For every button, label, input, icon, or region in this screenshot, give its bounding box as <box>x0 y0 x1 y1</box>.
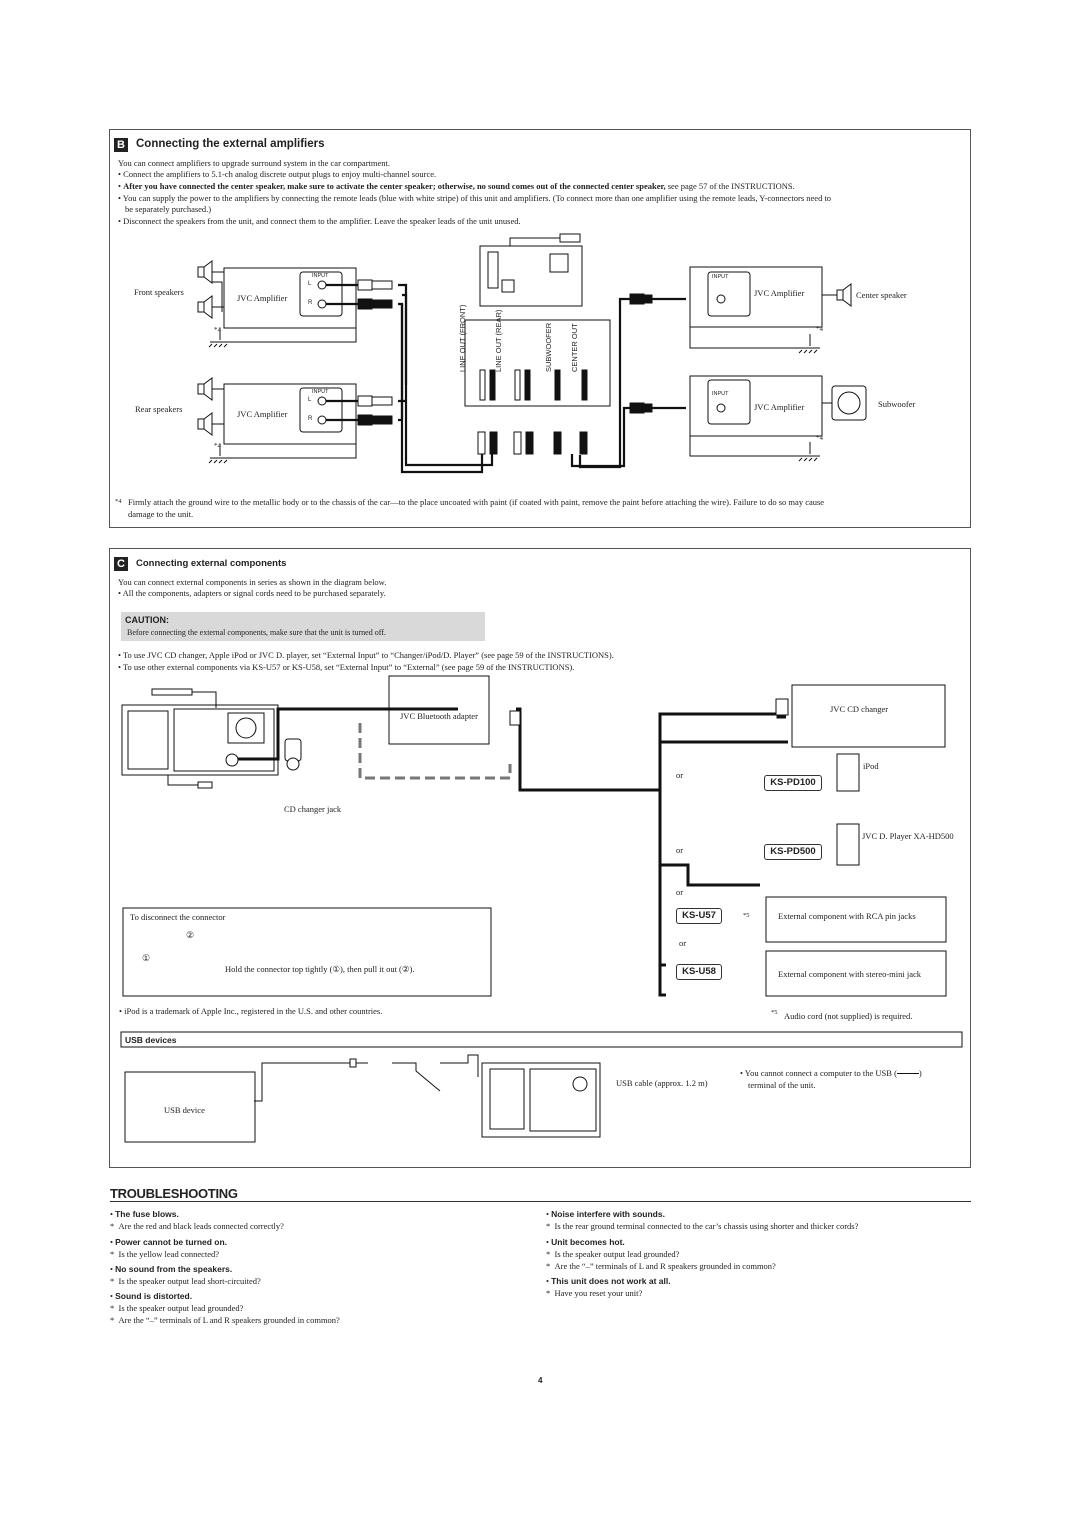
rear-amp-l-label: L <box>308 397 312 403</box>
ts-question: No sound from the speakers. <box>115 1264 233 1274</box>
ts-item <box>110 1249 219 1261</box>
ts-item <box>546 1276 671 1288</box>
section-b-title: Connecting the external amplifiers <box>136 138 325 150</box>
ts-bullet: • <box>546 1237 549 1247</box>
cd-changer-label: JVC CD changer <box>830 704 889 714</box>
center-ground-note: *4 <box>816 325 823 333</box>
line-out-rear-label: LINE OUT (REAR) <box>494 309 503 372</box>
ts-answer: Is the rear ground terminal connected to the car’s chassis using shorter and thicker cords? <box>554 1221 859 1231</box>
ts-answer: Have you reset your unit? <box>554 1288 643 1298</box>
front-amp-input-label: INPUT <box>312 273 329 279</box>
section-c-title: Connecting external components <box>136 558 287 569</box>
rear-speakers-label: Rear speakers <box>135 404 183 414</box>
section-b-letter: B <box>114 138 128 152</box>
ts-item <box>110 1264 232 1276</box>
ts-answer: Are the “–” terminals of L and R speakers grounded in common? <box>118 1315 340 1325</box>
ts-item <box>546 1209 665 1221</box>
or-label-2: or <box>676 845 684 855</box>
ts-bullet: • <box>110 1264 113 1274</box>
caution-text: Before connecting the external components, make sure that the unit is turned off. <box>127 628 386 637</box>
center-amp-label: JVC Amplifier <box>754 288 805 298</box>
ts-bullet: • <box>110 1209 113 1219</box>
subwoofer-out-label: SUBWOOFER <box>544 322 553 372</box>
center-speaker-warning: After you have connected the center speaker, make sure to activate the center speaker; otherwise, no sound comes out of the connected center speaker, <box>123 181 666 191</box>
ts-item <box>110 1276 261 1288</box>
ks-u57-label: KS-U57 <box>676 908 722 924</box>
front-ground-note: *4 <box>214 326 221 334</box>
dplayer-label: JVC D. Player XA-HD500 <box>862 831 954 841</box>
ts-answer: Is the speaker output lead grounded? <box>118 1303 244 1313</box>
usb-devices-title: USB devices <box>125 1035 177 1045</box>
ks-pd500-label: KS-PD500 <box>764 844 822 860</box>
ground-footnote-mark: *4 <box>115 498 122 505</box>
ts-bullet: • <box>110 1237 113 1247</box>
bt-adapter-label: JVC Bluetooth adapter <box>400 711 478 721</box>
ts-item <box>110 1303 243 1315</box>
ts-answer: Is the speaker output lead grounded? <box>554 1249 680 1259</box>
amplifier-wiring-diagram <box>110 130 972 529</box>
ts-star: * <box>546 1261 551 1271</box>
ts-item <box>110 1291 192 1303</box>
ts-item <box>110 1209 179 1221</box>
ts-question: Unit becomes hot. <box>551 1237 625 1247</box>
ts-question: Power cannot be turned on. <box>115 1237 228 1247</box>
ts-bullet: • <box>110 1291 113 1301</box>
section-b-bullet-4: • Disconnect the speakers from the unit, and connect them to the amplifier. Leave the speaker leads of the unit unused. <box>118 216 521 227</box>
troubleshooting-rule <box>110 1201 971 1202</box>
front-speakers-label: Front speakers <box>134 287 184 297</box>
section-b-bullet-2: • After you have connected the center speaker, make sure to activate the center speaker; otherwise, no sound comes out of the connected center speaker, see page 57 of the INSTRUCTIONS. <box>118 181 795 191</box>
section-b-bullet-3: • You can supply the power to the amplifiers by connecting the remote leads (blue with white stripe) of this unit and amplifiers. (To connect more than one amplifier using the remote leads, Y-connectors need to <box>118 193 831 204</box>
front-amp-label: JVC Amplifier <box>237 293 288 303</box>
ts-question: The fuse blows. <box>115 1209 179 1219</box>
caution-title: CAUTION: <box>125 615 169 625</box>
disconnect-instruction: Hold the connector top tightly (①), then pull it out (②). <box>225 964 415 974</box>
ts-item <box>546 1261 776 1273</box>
section-b-bullet-1: • Connect the amplifiers to 5.1-ch analog discrete output plugs to enjoy multi-channel source. <box>118 169 436 180</box>
section-b-bullet-3-cont: be separately purchased.) <box>125 204 212 214</box>
ts-star: * <box>546 1221 551 1231</box>
ts-item <box>546 1288 642 1300</box>
center-speaker-page-ref: see page 57 of the INSTRUCTIONS. <box>665 181 795 191</box>
ts-item <box>110 1237 227 1249</box>
section-c-intro: You can connect external components in series as shown in the diagram below. <box>118 577 387 587</box>
center-out-label: CENTER OUT <box>570 323 579 372</box>
star5-label: *5 <box>743 912 750 919</box>
ground-footnote-text-cont: damage to the unit. <box>128 509 194 519</box>
ts-question: This unit does not work at all. <box>551 1276 671 1286</box>
usb-note-c: terminal of the unit. <box>748 1080 816 1090</box>
section-c-bullet-2: • To use JVC CD changer, Apple iPod or JVC D. player, set “External Input” to “Changer/iPod/D. Player” (see page 59 of the INSTRUCTIONS). <box>118 650 614 661</box>
subwoofer-label: Subwoofer <box>878 399 916 409</box>
ts-answer: Is the yellow lead connected? <box>118 1249 220 1259</box>
usb-cable-label: USB cable (approx. 1.2 m) <box>616 1078 708 1088</box>
ts-star: * <box>110 1315 115 1325</box>
ts-answer: Is the speaker output lead short-circuited? <box>118 1276 261 1286</box>
ts-answer: Are the red and black leads connected correctly? <box>118 1221 284 1231</box>
ts-bullet: • <box>546 1209 549 1219</box>
or-label-1: or <box>676 770 684 780</box>
front-amp-l-label: L <box>308 281 312 287</box>
usb-note-b: ) <box>918 1068 922 1078</box>
usb-symbol-icon <box>897 1066 919 1074</box>
section-b-intro: You can connect amplifiers to upgrade surround system in the car compartment. <box>118 158 391 168</box>
circle-2-label: ② <box>186 930 195 940</box>
troubleshooting-title: TROUBLESHOOTING <box>110 1186 238 1201</box>
ts-star: * <box>110 1303 115 1313</box>
ts-star: * <box>110 1221 115 1231</box>
section-c-bullet-1: • All the components, adapters or signal cords need to be purchased separately. <box>118 588 386 599</box>
usb-device-label: USB device <box>164 1105 205 1115</box>
ts-star: * <box>546 1288 551 1298</box>
usb-computer-note: • You cannot connect a computer to the USB ( ) <box>740 1068 922 1078</box>
ks-u58-label: KS-U58 <box>676 964 722 980</box>
rca-component-label: External component with RCA pin jacks <box>778 911 916 921</box>
ts-answer: Are the “–” terminals of L and R speakers grounded in common? <box>554 1261 776 1271</box>
ipod-trademark-note: • iPod is a trademark of Apple Inc., registered in the U.S. and other countries. <box>119 1006 382 1016</box>
cd-changer-jack-label: CD changer jack <box>284 804 342 814</box>
ts-star: * <box>110 1276 115 1286</box>
ts-star: * <box>110 1249 115 1259</box>
or-label-3: or <box>676 887 684 897</box>
sub-amp-input-label: INPUT <box>712 391 729 397</box>
ts-item <box>110 1221 284 1233</box>
ks-pd100-label: KS-PD100 <box>764 775 822 791</box>
center-speaker-label: Center speaker <box>856 290 907 300</box>
ts-bullet: • <box>546 1276 549 1286</box>
section-c-letter: C <box>114 557 128 571</box>
line-out-front-label: LINE OUT (FRONT) <box>458 304 467 372</box>
ts-item <box>546 1249 679 1261</box>
rear-amp-r-label: R <box>308 416 313 422</box>
ts-question: Sound is distorted. <box>115 1291 193 1301</box>
ipod-label: iPod <box>863 761 879 771</box>
section-b <box>109 129 971 528</box>
ts-star: * <box>546 1249 551 1259</box>
audio-cord-mark: *5 <box>771 1009 778 1016</box>
rear-amp-input-label: INPUT <box>312 389 329 395</box>
audio-cord-note: Audio cord (not supplied) is required. <box>784 1011 913 1021</box>
section-c-bullet-3: • To use other external components via KS-U57 or KS-U58, set “External Input” to “External” (see page 59 of the INSTRUCTIONS). <box>118 662 574 673</box>
minijack-component-label: External component with stereo-mini jack <box>778 969 922 979</box>
disconnect-title: To disconnect the connector <box>130 912 226 922</box>
ts-item <box>110 1315 340 1327</box>
page-number: 4 <box>538 1376 543 1385</box>
circle-1-label: ① <box>142 953 151 963</box>
rear-amp-label: JVC Amplifier <box>237 409 288 419</box>
front-amp-r-label: R <box>308 300 313 306</box>
ts-item <box>546 1237 625 1249</box>
ts-item <box>546 1221 858 1233</box>
sub-amp-label: JVC Amplifier <box>754 402 805 412</box>
ts-question: Noise interfere with sounds. <box>551 1209 665 1219</box>
section-c <box>109 548 971 1168</box>
center-amp-input-label: INPUT <box>712 274 729 280</box>
ground-footnote-text: Firmly attach the ground wire to the metallic body or to the chassis of the car—to the place uncoated with paint (if coated with paint, remove the paint before attaching the wire). Failure to do so may cause <box>128 497 825 507</box>
rear-ground-note: *4 <box>214 442 221 450</box>
usb-note-a: You cannot connect a computer to the USB ( <box>744 1068 897 1078</box>
sub-ground-note: *4 <box>816 434 823 442</box>
or-label-4: or <box>679 938 687 948</box>
